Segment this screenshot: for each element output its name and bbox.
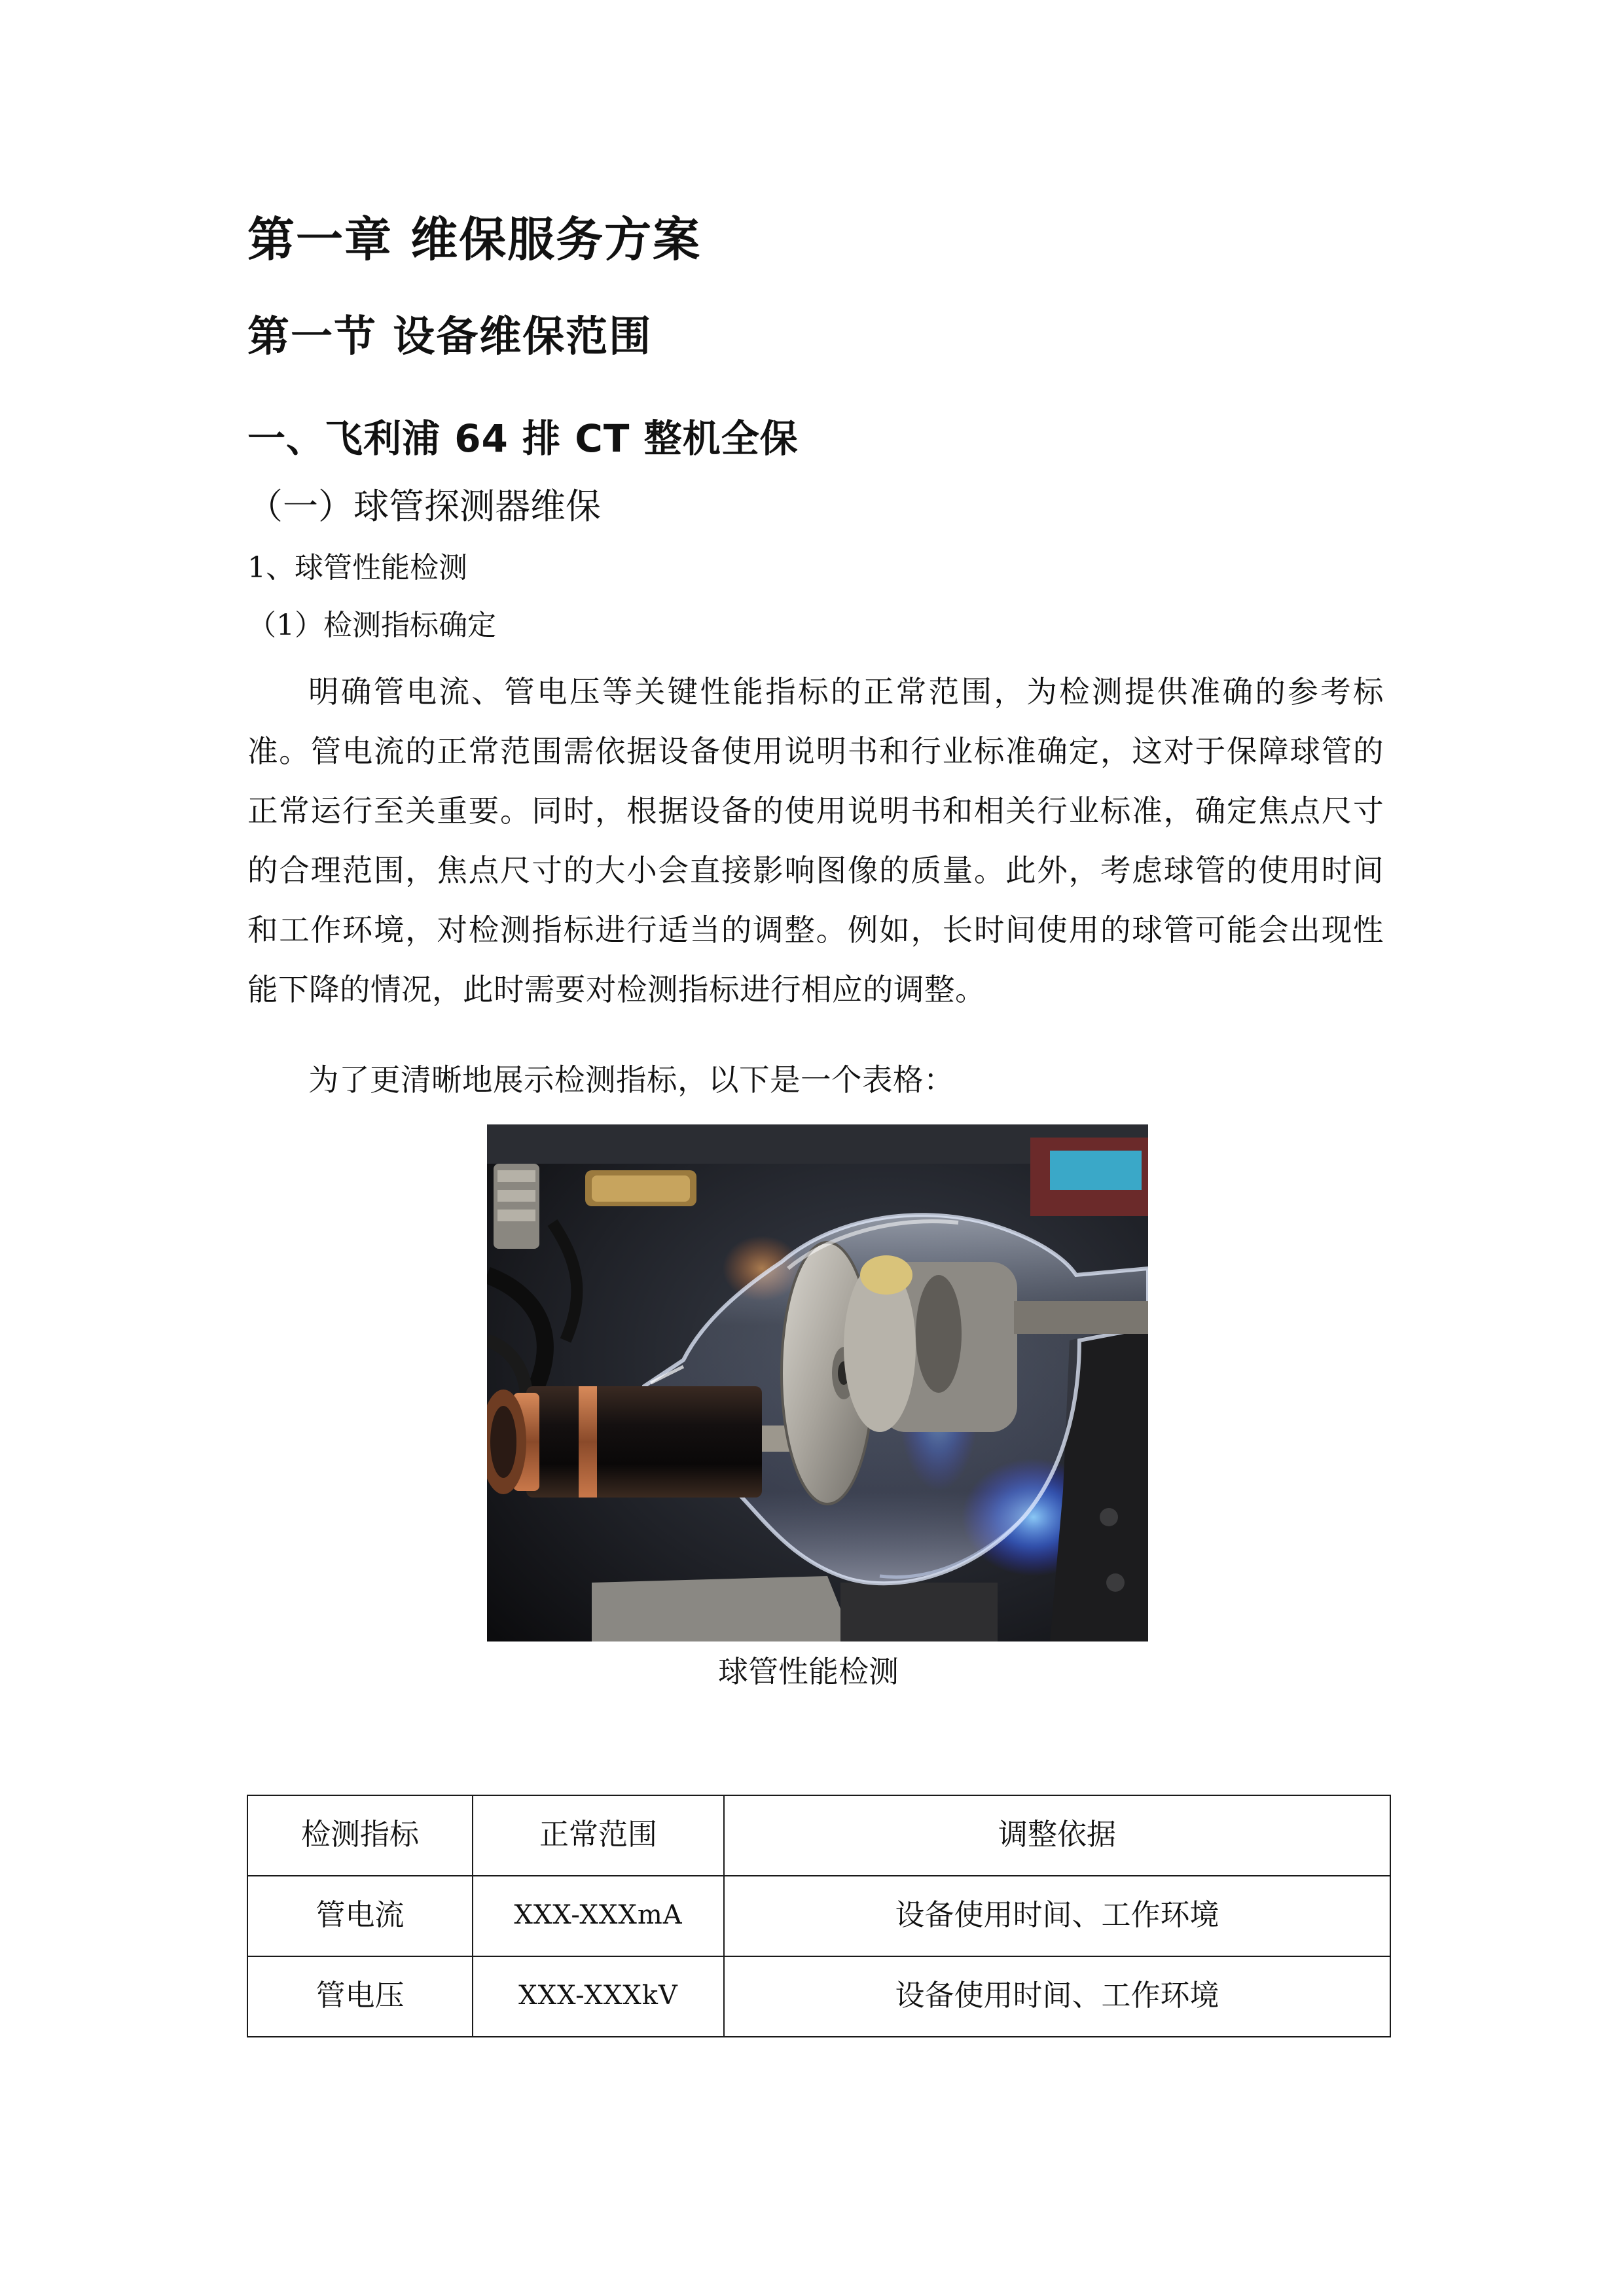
item-heading: 一、飞利浦 64 排 CT 整机全保 [247,416,799,461]
table-cell: XXX-XXXmA [473,1876,724,1956]
table-header-row [247,1795,1390,1876]
numbered-heading: 1、球管性能检测 [247,551,467,584]
chapter-heading: 第一章 维保服务方案 [247,212,702,267]
table-cell: 管电压 [247,1956,473,2037]
table-intro-paragraph: 为了更清晰地展示检测指标，以下是一个表格： [308,1062,954,1098]
table-header-cell: 检测指标 [247,1795,473,1876]
detection-index-table [247,1795,1391,2037]
body-paragraph: 明确管电流、管电压等关键性能指标的正常范围，为检测提供准确的参考标准。管电流的正常范围需依据设备使用说明书和行业标准确定，这对于保障球管的正常运行至关重要。同时，根据设备的使用说明书和相关行业标准，确定焦点尺寸的合理范围，焦点尺寸的大小会直接影响图像的质量。此外，考虑球管的使用时间和工作环境，对检测指标进行适当的调整。例如，长时间使用的球管可能会出现性能下降的情况，此时需要对检测指标进行相应的调整。 [247,674,1384,1007]
xray-tube-photo [487,1124,1148,1641]
paren-heading: （1）检测指标确定 [247,609,496,642]
table-cell: 管电流 [247,1876,473,1956]
table-cell: 设备使用时间、工作环境 [724,1876,1390,1956]
table-row [247,1876,1390,1956]
xray-tube-illustration [487,1124,1148,1641]
table-cell: XXX-XXXkV [473,1956,724,2037]
figure-caption: 球管性能检测 [718,1654,899,1689]
subitem-heading: （一）球管探测器维保 [247,486,601,527]
section-heading: 第一节 设备维保范围 [247,313,653,361]
table-row [247,1956,1390,2037]
table-cell: 设备使用时间、工作环境 [724,1956,1390,2037]
table-header-cell: 调整依据 [724,1795,1390,1876]
table-header-cell: 正常范围 [473,1795,724,1876]
